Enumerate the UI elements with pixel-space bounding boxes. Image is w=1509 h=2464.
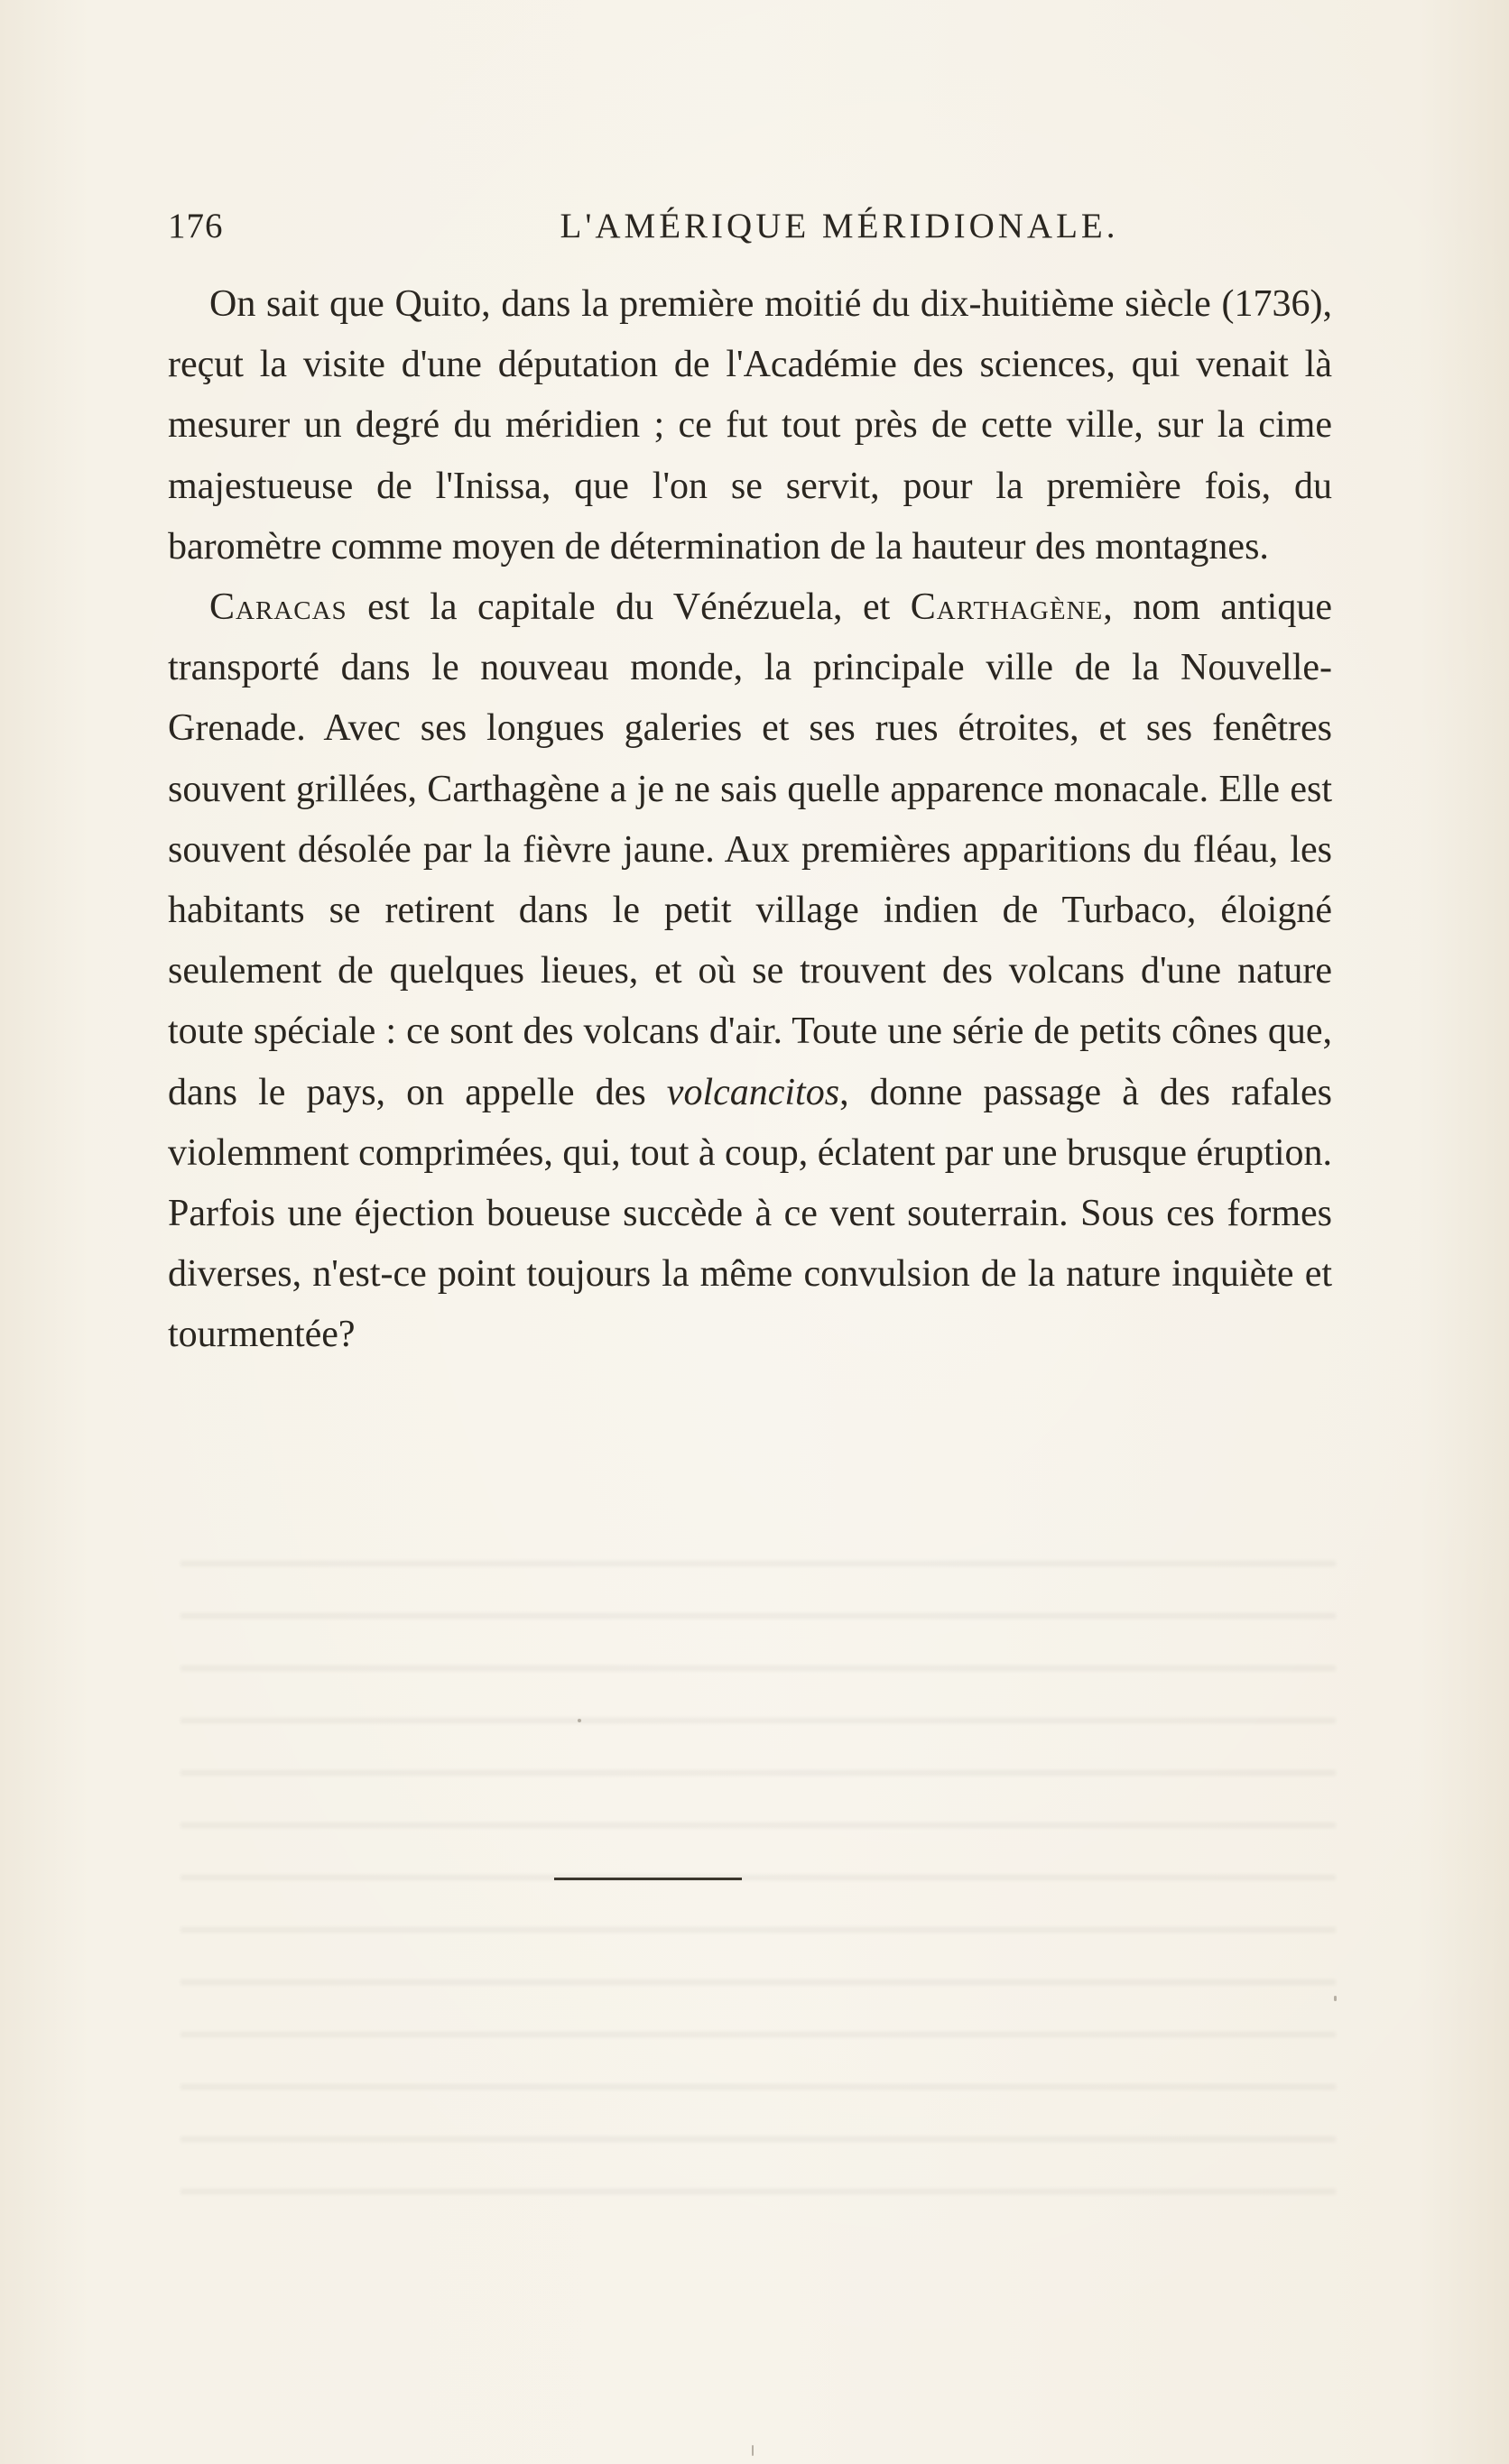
paragraph-quito: On sait que Quito, dans la première moitié du dix-huitième siècle (1736), reçut la visite d'une députation de l'Académie des sciences, qui venait là mesurer un degré du méridien ; ce fut tout près de cette ville, sur la cime majestueuse de l'Inissa, que l'on se servit, pour la première fois, du baromètre comme moyen de détermination de la hauteur des montagnes. xyxy=(168,283,1332,568)
running-head xyxy=(168,206,1334,260)
body-text xyxy=(168,274,1332,1366)
paper-speck xyxy=(752,2445,754,2456)
paragraph-text-c: , donne passage à des rafales violemment comprimées, qui, tout à coup, éclatent par une brusque éruption. Parfois une éjection boueuse succède à ce vent souterrain. Sous ces formes diverses, n'est-ce point toujours la même convulsion de la nature inquiète et tourmentée? xyxy=(168,1071,1332,1356)
paragraph-caracas xyxy=(168,577,1332,1366)
section-end-rule xyxy=(554,1878,742,1880)
page-number: 176 xyxy=(168,207,224,245)
term-carthagene: Carthagène xyxy=(910,586,1104,629)
term-caracas: Caracas xyxy=(209,586,347,629)
paper-speck xyxy=(1334,1996,1337,2001)
show-through-text xyxy=(181,1534,1336,2219)
paragraph-text-b: , nom antique transporté dans le nouveau monde, la principale ville de la Nouvelle-Grenade. Avec ses longues galeries et ses rues étroites, et ses fenêtres souvent grillées, Carthagène a je ne sais quelle apparence monacale. Elle est souvent désolée par la fièvre jaune. Aux premières apparitions du fléau, les habitants se retirent dans le petit village indien de Turbaco, éloigné seulement de quelques lieues, et où se trouvent des volcans d'une nature toute spéciale : ce sont des volcans d'air. Toute une série de petits cônes que, dans le pays, on appelle des xyxy=(168,586,1332,1113)
paper-speck xyxy=(578,1719,581,1722)
paragraph-text-a: est la capitale du Vénézuela, et xyxy=(347,586,911,629)
running-title: L'AMÉRIQUE MÉRIDIONALE. xyxy=(560,207,1119,245)
term-volcancitos: volcancitos xyxy=(666,1071,840,1113)
